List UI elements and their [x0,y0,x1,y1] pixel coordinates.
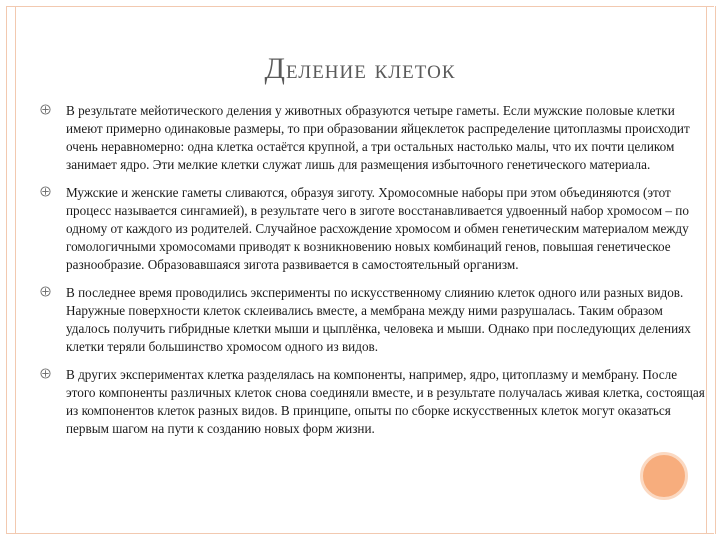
slide-title: Деление клеток [264,52,456,85]
circled-plus-icon [40,104,51,115]
bullet-text: В других экспериментах клетка разделялась на компоненты, например, ядро, цитоплазму и мембрану. После этого компоненты различных клеток снова соединяли вместе, и в результате получалась живая клетка, состоящая из компонентов клеток разных видов. В принципе, опыты по сборке искусственных клеток могут оказаться первым шагом на пути к созданию новых форм жизни. [66,367,705,436]
frame-top-line [6,6,714,7]
circled-plus-icon [40,368,51,379]
circled-plus-icon [40,286,51,297]
bullet-list [40,102,708,448]
bullet-text: В результате мейотического деления у животных образуются четыре гаметы. Если мужские половые клетки имеют примерно одинаковые размеры, то при образовании яйцеклеток распределение цитоплазмы происходит очень неравномерно: одна клетка остаётся крупной, а три остальных настолько малы, что их почти целиком занимает ядро. Эти мелкие клетки служат лишь для размещения избыточного генетического материала. [66,103,690,172]
bullet-item [40,102,708,174]
frame-bottom-line [6,533,714,534]
circled-plus-icon [40,186,51,197]
bullet-item [40,284,708,356]
decorative-circle [640,452,688,500]
bullet-item [40,184,708,274]
bullet-text: Мужские и женские гаметы сливаются, образуя зиготу. Хромосомные наборы при этом объединяются (этот процесс называется сингамией), в результате чего в зиготе восстанавливается удвоенный набор хромосом – по одному от каждого из родителей. Случайное расхождение хромосом и обмен генетическим материалом между гомологичными хромосомами приводят к возникновению новых комбинаций генов, повышая генетическое разнообразие. Образовавшаяся зигота развивается в самостоятельный организм. [66,185,689,272]
bullet-item [40,366,708,438]
bullet-text: В последнее время проводились эксперименты по искусственному слиянию клеток одного или разных видов. Наружные поверхности клеток склеивались вместе, а мембрана между ними разрушалась. Таким образом удалось получить гибридные клетки мыши и цыплёнка, человека и мыши. Однако при последующих делениях клетки теряли большинство хромосом одного из видов. [66,285,691,354]
